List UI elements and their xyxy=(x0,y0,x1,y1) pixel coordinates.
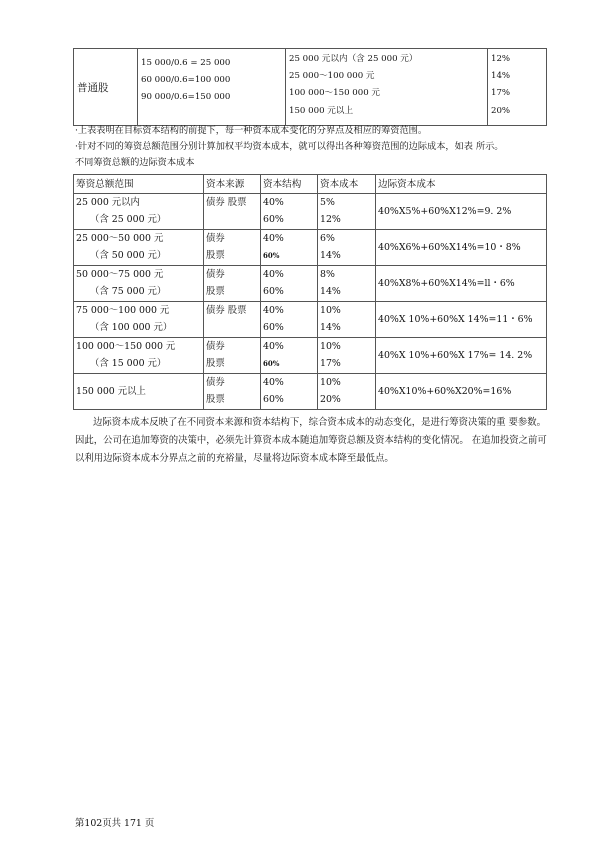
source-cell xyxy=(204,302,261,338)
weight-text: 60% xyxy=(263,393,284,405)
structure-cell xyxy=(261,230,318,266)
range-cell xyxy=(286,49,488,126)
paragraph-note-2: ·针对不同的筹资总额范围分别计算加权平均资本成本，就可以得出各种筹资范围的边际成本，如表 所示。 xyxy=(75,141,504,152)
cost-cell xyxy=(318,302,376,338)
range-line: 100 000～150 000 元 xyxy=(289,88,380,99)
cost-text: 6% xyxy=(320,233,335,244)
rate-line: 12% xyxy=(491,54,511,64)
closing-paragraph: 边际资本成本反映了在不同资本来源和资本结构下，综合资本成本的动态变化，是进行筹资决策的重 要参数。因此，公司在追加筹资的决策中，必须先计算资本成本随追加筹资总额及资本结构的变化情况。 在追加投资之前可以利用边际资本成本分界点之前的充裕量，尽量将边际资本成本降至最低点。 xyxy=(75,417,547,464)
weight-text: 40% xyxy=(263,341,284,352)
table-row xyxy=(74,194,547,230)
cost-cell xyxy=(318,338,376,374)
structure-cell xyxy=(261,266,318,302)
cost-text: 12% xyxy=(320,213,341,225)
header-cell: 资本结构 xyxy=(261,175,318,194)
table-row xyxy=(74,374,547,410)
cost-cell xyxy=(318,194,376,230)
source-text: 债券 xyxy=(206,269,225,280)
range-text: 75 000～100 000 元 xyxy=(76,305,170,316)
range-cell xyxy=(74,266,204,302)
calc-line: 90 000/0.6=150 000 xyxy=(141,92,231,102)
range-line: 25 000～100 000 元 xyxy=(289,71,375,82)
calc-line: 15 000/0.6 = 25 000 xyxy=(141,58,231,68)
cost-text: 14% xyxy=(320,285,341,297)
structure-cell xyxy=(261,338,318,374)
range-subtext: （含 15 000 元） xyxy=(90,357,167,369)
source-text: 股票 xyxy=(206,285,225,297)
weight-text: 60% xyxy=(263,285,284,297)
source-text: 债券 xyxy=(206,377,225,388)
source-cell xyxy=(204,194,261,230)
weight-text: 40% xyxy=(263,233,284,244)
range-cell xyxy=(74,302,204,338)
table-row xyxy=(74,338,547,374)
cost-text: 14% xyxy=(320,321,341,333)
rate-line: 14% xyxy=(491,71,511,82)
weight-text: 60% xyxy=(263,321,284,333)
weight-text: 40% xyxy=(263,197,284,208)
source-text: 股票 xyxy=(206,249,225,261)
cost-text: 17% xyxy=(320,357,341,369)
header-cell: 边际资本成本 xyxy=(376,175,547,194)
source-cell xyxy=(204,374,261,410)
range-subtext: （含 75 000 元） xyxy=(90,285,167,297)
weight-text: 40% xyxy=(263,269,284,280)
stock-type-cell: 普通股 xyxy=(74,49,138,126)
cost-text: 14% xyxy=(320,249,341,261)
weight-text: 60% xyxy=(263,213,284,225)
source-text: 股票 xyxy=(206,393,225,405)
range-subtext: （含 100 000 元） xyxy=(90,321,173,333)
cost-text: 20% xyxy=(320,393,341,405)
weight-text: 40% xyxy=(263,377,284,388)
common-stock-breakpoint-table xyxy=(73,48,547,126)
formula-cell: 40%X8%+60%X14%=ll・6% xyxy=(376,266,547,302)
structure-cell xyxy=(261,194,318,230)
cost-cell xyxy=(318,374,376,410)
breakpoint-calc-cell xyxy=(138,49,286,126)
source-text: 债券 xyxy=(206,341,225,352)
table-caption: 不同筹资总额的边际资本成本 xyxy=(75,157,195,168)
range-subtext: （含 50 000 元） xyxy=(90,249,167,261)
range-line: 150 000 元以上 xyxy=(289,105,354,116)
rate-cell xyxy=(488,49,547,126)
source-cell xyxy=(204,266,261,302)
source-text: 债券 股票 xyxy=(206,305,247,316)
range-subtext: （含 25 000 元） xyxy=(90,213,167,225)
structure-cell xyxy=(261,374,318,410)
range-cell xyxy=(74,374,204,410)
weight-text: 60% xyxy=(263,250,280,260)
range-text: 25 000～50 000 元 xyxy=(76,233,164,244)
formula-cell: 40%X 10%+60%X 17%= 14. 2% xyxy=(376,338,547,374)
range-cell xyxy=(74,230,204,266)
source-cell xyxy=(204,338,261,374)
cost-cell xyxy=(318,266,376,302)
range-text: 100 000～150 000 元 xyxy=(76,341,176,352)
source-text: 债券 xyxy=(206,233,225,244)
rate-line: 20% xyxy=(491,105,511,116)
table-row xyxy=(74,266,547,302)
table-row xyxy=(74,302,547,338)
header-cell: 资本成本 xyxy=(318,175,376,194)
table-header-row xyxy=(74,175,547,194)
table-row xyxy=(74,230,547,266)
range-line: 25 000 元以内（含 25 000 元） xyxy=(289,54,418,64)
marginal-cost-table xyxy=(73,174,547,410)
formula-cell: 40%X6%+60%X14%=10・8% xyxy=(376,230,547,266)
calc-line: 60 000/0.6=100 000 xyxy=(141,75,231,85)
cost-cell xyxy=(318,230,376,266)
rate-line: 17% xyxy=(491,88,511,99)
source-cell xyxy=(204,230,261,266)
range-cell xyxy=(74,194,204,230)
structure-cell xyxy=(261,302,318,338)
source-text: 债券 股票 xyxy=(206,197,247,208)
formula-cell: 40%X 10%+60%X 14%=11・6% xyxy=(376,302,547,338)
source-text: 股票 xyxy=(206,357,225,369)
weight-text: 60% xyxy=(263,358,280,368)
table-row xyxy=(74,49,547,126)
range-cell xyxy=(74,338,204,374)
cost-text: 8% xyxy=(320,269,335,280)
range-text: 50 000～75 000 元 xyxy=(76,269,164,280)
cost-text: 10% xyxy=(320,305,341,316)
page-footer: 第102页共 171 页 xyxy=(75,818,155,829)
range-text: 150 000 元以上 xyxy=(76,385,146,397)
range-text: 25 000 元以内 xyxy=(76,197,140,208)
header-cell: 筹资总额范围 xyxy=(74,175,204,194)
paragraph-note-1: ·上表表明在目标资本结构的前提下，每一种资本成本变化的分界点及相应的筹资范围。 xyxy=(75,125,428,136)
formula-cell: 40%X5%+60%X12%=9. 2% xyxy=(376,194,547,230)
cost-text: 5% xyxy=(320,197,335,208)
cost-text: 10% xyxy=(320,341,341,352)
header-cell: 资本来源 xyxy=(204,175,261,194)
weight-text: 40% xyxy=(263,305,284,316)
cost-text: 10% xyxy=(320,377,341,388)
formula-cell: 40%X10%+60%X20%=16% xyxy=(376,374,547,410)
